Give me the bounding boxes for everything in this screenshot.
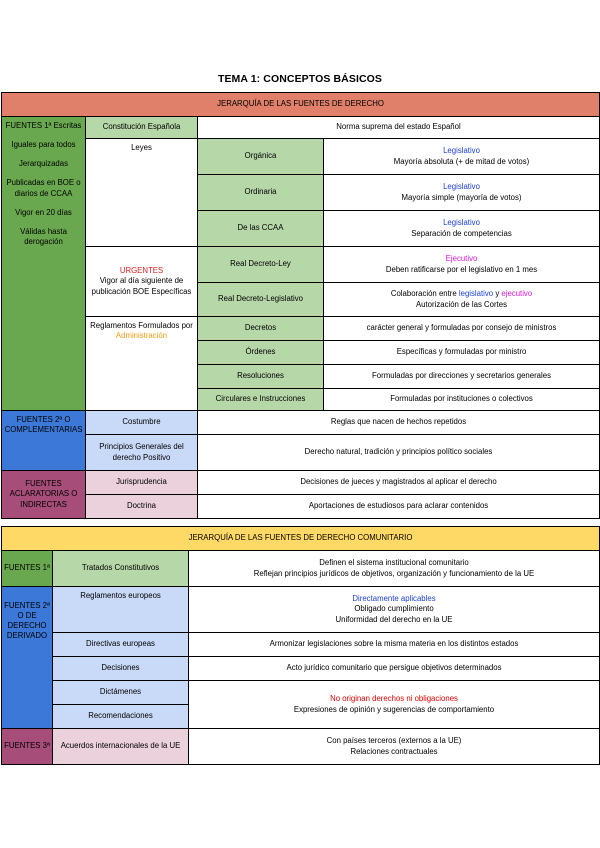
principios-desc: Derecho natural, tradición y principios político sociales xyxy=(198,435,600,471)
ccaa-poder: Legislativo xyxy=(443,218,480,228)
organica-cell: Orgánica xyxy=(198,139,324,175)
doctrina-cell: Doctrina xyxy=(86,495,198,519)
organica-desc xyxy=(324,139,600,175)
reglamentos-line: Directamente aplicables xyxy=(352,594,436,604)
urgentes-desc: Vigor al día siguiente de publicación BOE Específicas xyxy=(91,276,192,296)
fuentes-item: Jerarquizadas xyxy=(19,159,68,169)
dictamenes-line: Expresiones de opinión y sugerencias de comportamiento xyxy=(293,704,495,714)
rdl-cell: Real Decreto-Ley xyxy=(198,247,324,283)
rdleg-text: Colaboración entre xyxy=(390,289,457,299)
ordenes-cell: Órdenes xyxy=(198,341,324,365)
ordenes-desc: Específicas y formuladas por ministro xyxy=(324,341,600,365)
resoluciones-desc: Formuladas por direcciones y secretarios generales xyxy=(324,365,600,389)
rdleg-cell: Real Decreto-Legislativo xyxy=(198,283,324,317)
fuentes-derivado-cell: FUENTES 2ª O DE DERECHO DERIVADO xyxy=(2,587,53,729)
reglamentos-cell xyxy=(86,317,198,411)
directivas-cell: Directivas europeas xyxy=(53,633,189,657)
leyes-cell: Leyes xyxy=(86,139,198,247)
decisiones-cell: Decisiones xyxy=(53,657,189,681)
constitucion-cell: Constitución Española xyxy=(86,117,198,139)
organica-poder: Legislativo xyxy=(443,146,480,156)
ordinaria-cell: Ordinaria xyxy=(198,175,324,211)
tratados-cell: Tratados Constitutivos xyxy=(53,551,189,587)
reglamentos-ue-cell: Reglamentos europeos xyxy=(53,587,189,633)
circulares-desc: Formuladas por instituciones o colectivos xyxy=(324,389,600,411)
rdleg-legislativo: legislativo xyxy=(458,289,494,299)
ordinaria-mayoria: Mayoría simple (mayoría de votos) xyxy=(401,192,522,202)
fuentes-comunitario-table xyxy=(1,526,600,765)
directivas-desc: Armonizar legislaciones sobre la misma materia en los distintos estados xyxy=(189,633,600,657)
reglamentos-line: Obligado cumplimiento xyxy=(354,604,434,614)
ordinaria-poder: Legislativo xyxy=(443,182,480,192)
fuentes-complementarias-cell: FUENTES 2ª O COMPLEMENTARIAS xyxy=(2,411,86,471)
rdleg-y: y xyxy=(495,289,500,299)
rdl-desc xyxy=(324,247,600,283)
page-title: TEMA 1: CONCEPTOS BÁSICOS xyxy=(217,73,383,85)
fuentes-primarias-cell xyxy=(2,117,86,411)
ccaa-competencias: Separación de competencias xyxy=(411,228,512,238)
fuentes-item: Vigor en 20 días xyxy=(15,207,72,217)
dictamenes-cell: Dictámenes xyxy=(53,681,189,705)
acuerdos-desc xyxy=(189,729,600,765)
rdl-poder: Ejecutivo xyxy=(445,254,478,264)
decisiones-desc: Acto jurídico comunitario que persigue objetivos determinados xyxy=(189,657,600,681)
ccaa-cell: De las CCAA xyxy=(198,211,324,247)
fuentes-primarias-label: FUENTES 1ª Escritas xyxy=(5,121,82,130)
table-header: JERARQUÍA DE LAS FUENTES DE DERECHO COMUNITARIO xyxy=(2,527,600,551)
fuentes-derecho-table xyxy=(1,92,600,519)
rdleg-ejecutivo: ejecutivo xyxy=(501,289,533,299)
principios-cell: Principios Generales del derecho Positivo xyxy=(86,435,198,471)
rdl-ratificacion: Deben ratificarse por el legislativo en 1 mes xyxy=(385,264,538,274)
fuentes-item: Válidas hasta derogación xyxy=(20,226,67,246)
fuentes-item: Iguales para todos xyxy=(11,140,76,150)
costumbre-cell: Costumbre xyxy=(86,411,198,435)
reglamentos-ue-desc xyxy=(189,587,600,633)
doctrina-desc: Aportaciones de estudiosos para aclarar contenidos xyxy=(198,495,600,519)
fuentes-primarias-ue-cell: FUENTES 1ª xyxy=(2,551,53,587)
acuerdos-line: Con países terceros (externos a la UE) xyxy=(326,736,462,746)
decretos-cell: Decretos xyxy=(198,317,324,341)
rdleg-autorizacion: Autorización de las Cortes xyxy=(415,299,507,309)
ordinaria-desc xyxy=(324,175,600,211)
tratados-line: Definen el sistema institucional comunitario xyxy=(319,558,469,568)
constitucion-desc: Norma suprema del estado Español xyxy=(198,117,600,139)
jurisprudencia-desc: Decisiones de jueces y magistrados al aplicar el derecho xyxy=(198,471,600,495)
acuerdos-line: Relaciones contractuales xyxy=(350,746,438,756)
resoluciones-cell: Resoluciones xyxy=(198,365,324,389)
costumbre-desc: Reglas que nacen de hechos repetidos xyxy=(198,411,600,435)
dictamenes-line: No originan derechos ni obligaciones xyxy=(330,694,458,704)
recomendaciones-cell: Recomendaciones xyxy=(53,705,189,729)
dictamenes-desc xyxy=(189,681,600,729)
reglamentos-line: Uniformidad del derecho en la UE xyxy=(335,614,453,624)
jurisprudencia-cell: Jurisprudencia xyxy=(86,471,198,495)
administracion-label: Administración xyxy=(115,331,168,341)
table-header: JERARQUÍA DE LAS FUENTES DE DERECHO xyxy=(2,93,600,117)
decretos-desc: carácter general y formuladas por consejo de ministros xyxy=(324,317,600,341)
rdleg-desc xyxy=(324,283,600,317)
acuerdos-cell: Acuerdos internacionales de la UE xyxy=(53,729,189,765)
tratados-line: Reflejan principios jurídicos de objetivos, organización y funcionamiento de la UE xyxy=(253,568,535,578)
fuentes-terciarias-cell: FUENTES 3ª xyxy=(2,729,53,765)
urgentes-cell xyxy=(86,247,198,317)
fuentes-item: Publicadas en BOE o diarios de CCAA xyxy=(6,178,81,198)
fuentes-aclaratorias-cell: FUENTES ACLARATORIAS O INDIRECTAS xyxy=(2,471,86,519)
reglamentos-label: Reglamentos Formulados por xyxy=(90,321,193,330)
tratados-desc xyxy=(189,551,600,587)
organica-mayoria: Mayoría absoluta (+ de mitad de votos) xyxy=(393,156,530,166)
urgentes-label: URGENTES xyxy=(119,266,164,276)
ccaa-desc xyxy=(324,211,600,247)
circulares-cell: Circulares e Instrucciones xyxy=(198,389,324,411)
